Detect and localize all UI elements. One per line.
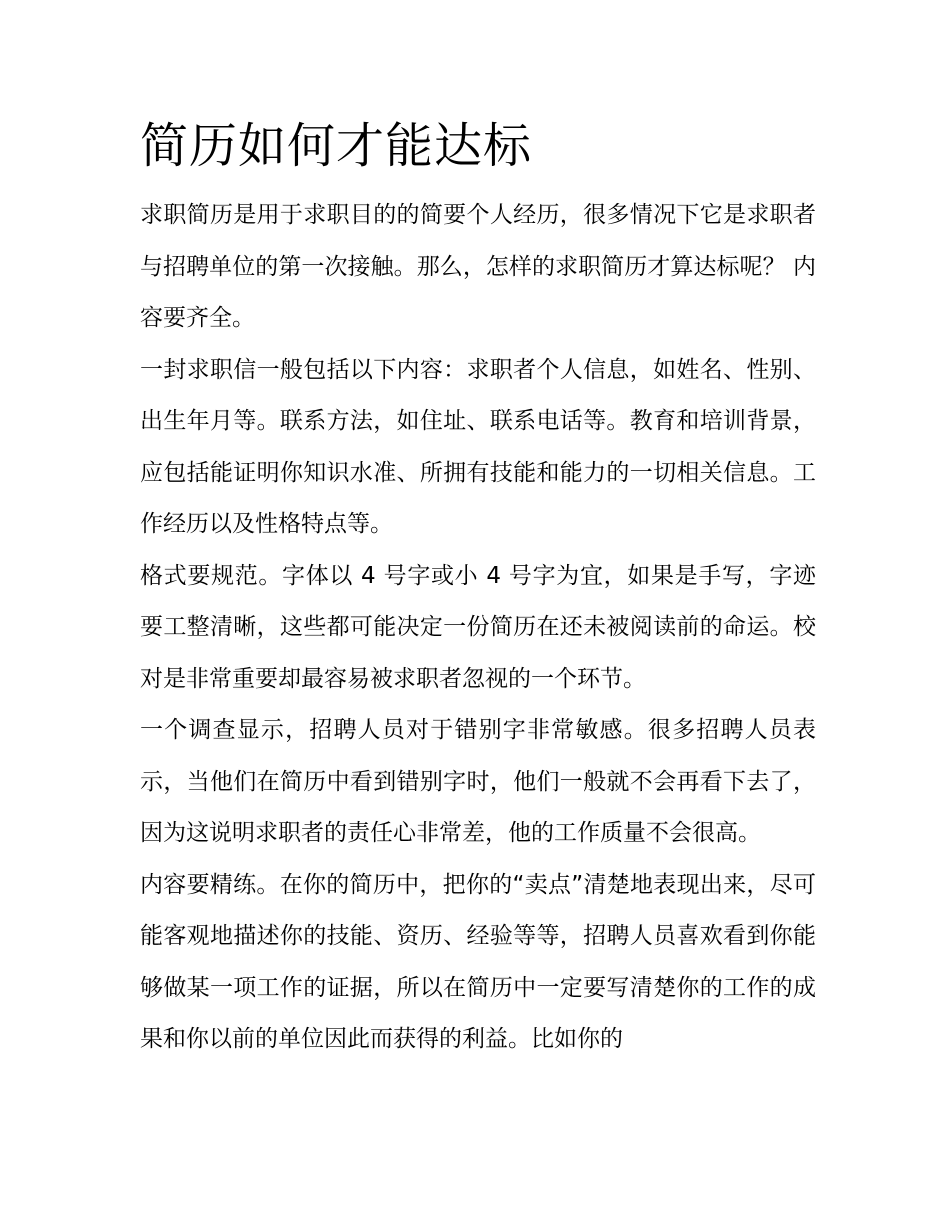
- paragraph-survey: 一个调查显示，招聘人员对于错别字非常敏感。很多招聘人员表示，当他们在简历中看到错别字时，他们一般就不会再看下去了，因为这说明求职者的责任心非常差，他的工作质量不会很高。: [140, 717, 816, 846]
- paragraph-intro: 求职简历是用于求职目的的简要个人经历，很多情况下它是求职者与招聘单位的第一次接触。那么，怎样的求职简历才算达标呢？ 内容要齐全。: [140, 202, 816, 331]
- paragraph-content-items: 一封求职信一般包括以下内容：求职者个人信息，如姓名、性别、出生年月等。联系方法，如住址、联系电话等。教育和培训背景，应包括能证明你知识水准、所拥有技能和能力的一切相关信息。工作经历以及性格特点等。: [140, 356, 816, 537]
- paragraph-concise: 内容要精练。在你的简历中，把你的“卖点”清楚地表现出来，尽可能客观地描述你的技能、资历、经验等等，招聘人员喜欢看到你能够做某一项工作的证据，所以在简历中一定要写清楚你的工作的成果和你以前的单位因此而获得的利益。比如你的: [140, 871, 816, 1052]
- paragraph-format: 格式要规范。字体以 4 号字或小 4 号字为宜，如果是手写，字迹要工整清晰，这些都可能决定一份简历在还未被阅读前的命运。校对是非常重要却最容易被求职者忽视的一个环节。: [140, 562, 816, 692]
- document-body: [140, 112, 816, 1066]
- document-title: 简历如何才能达标: [140, 118, 533, 174]
